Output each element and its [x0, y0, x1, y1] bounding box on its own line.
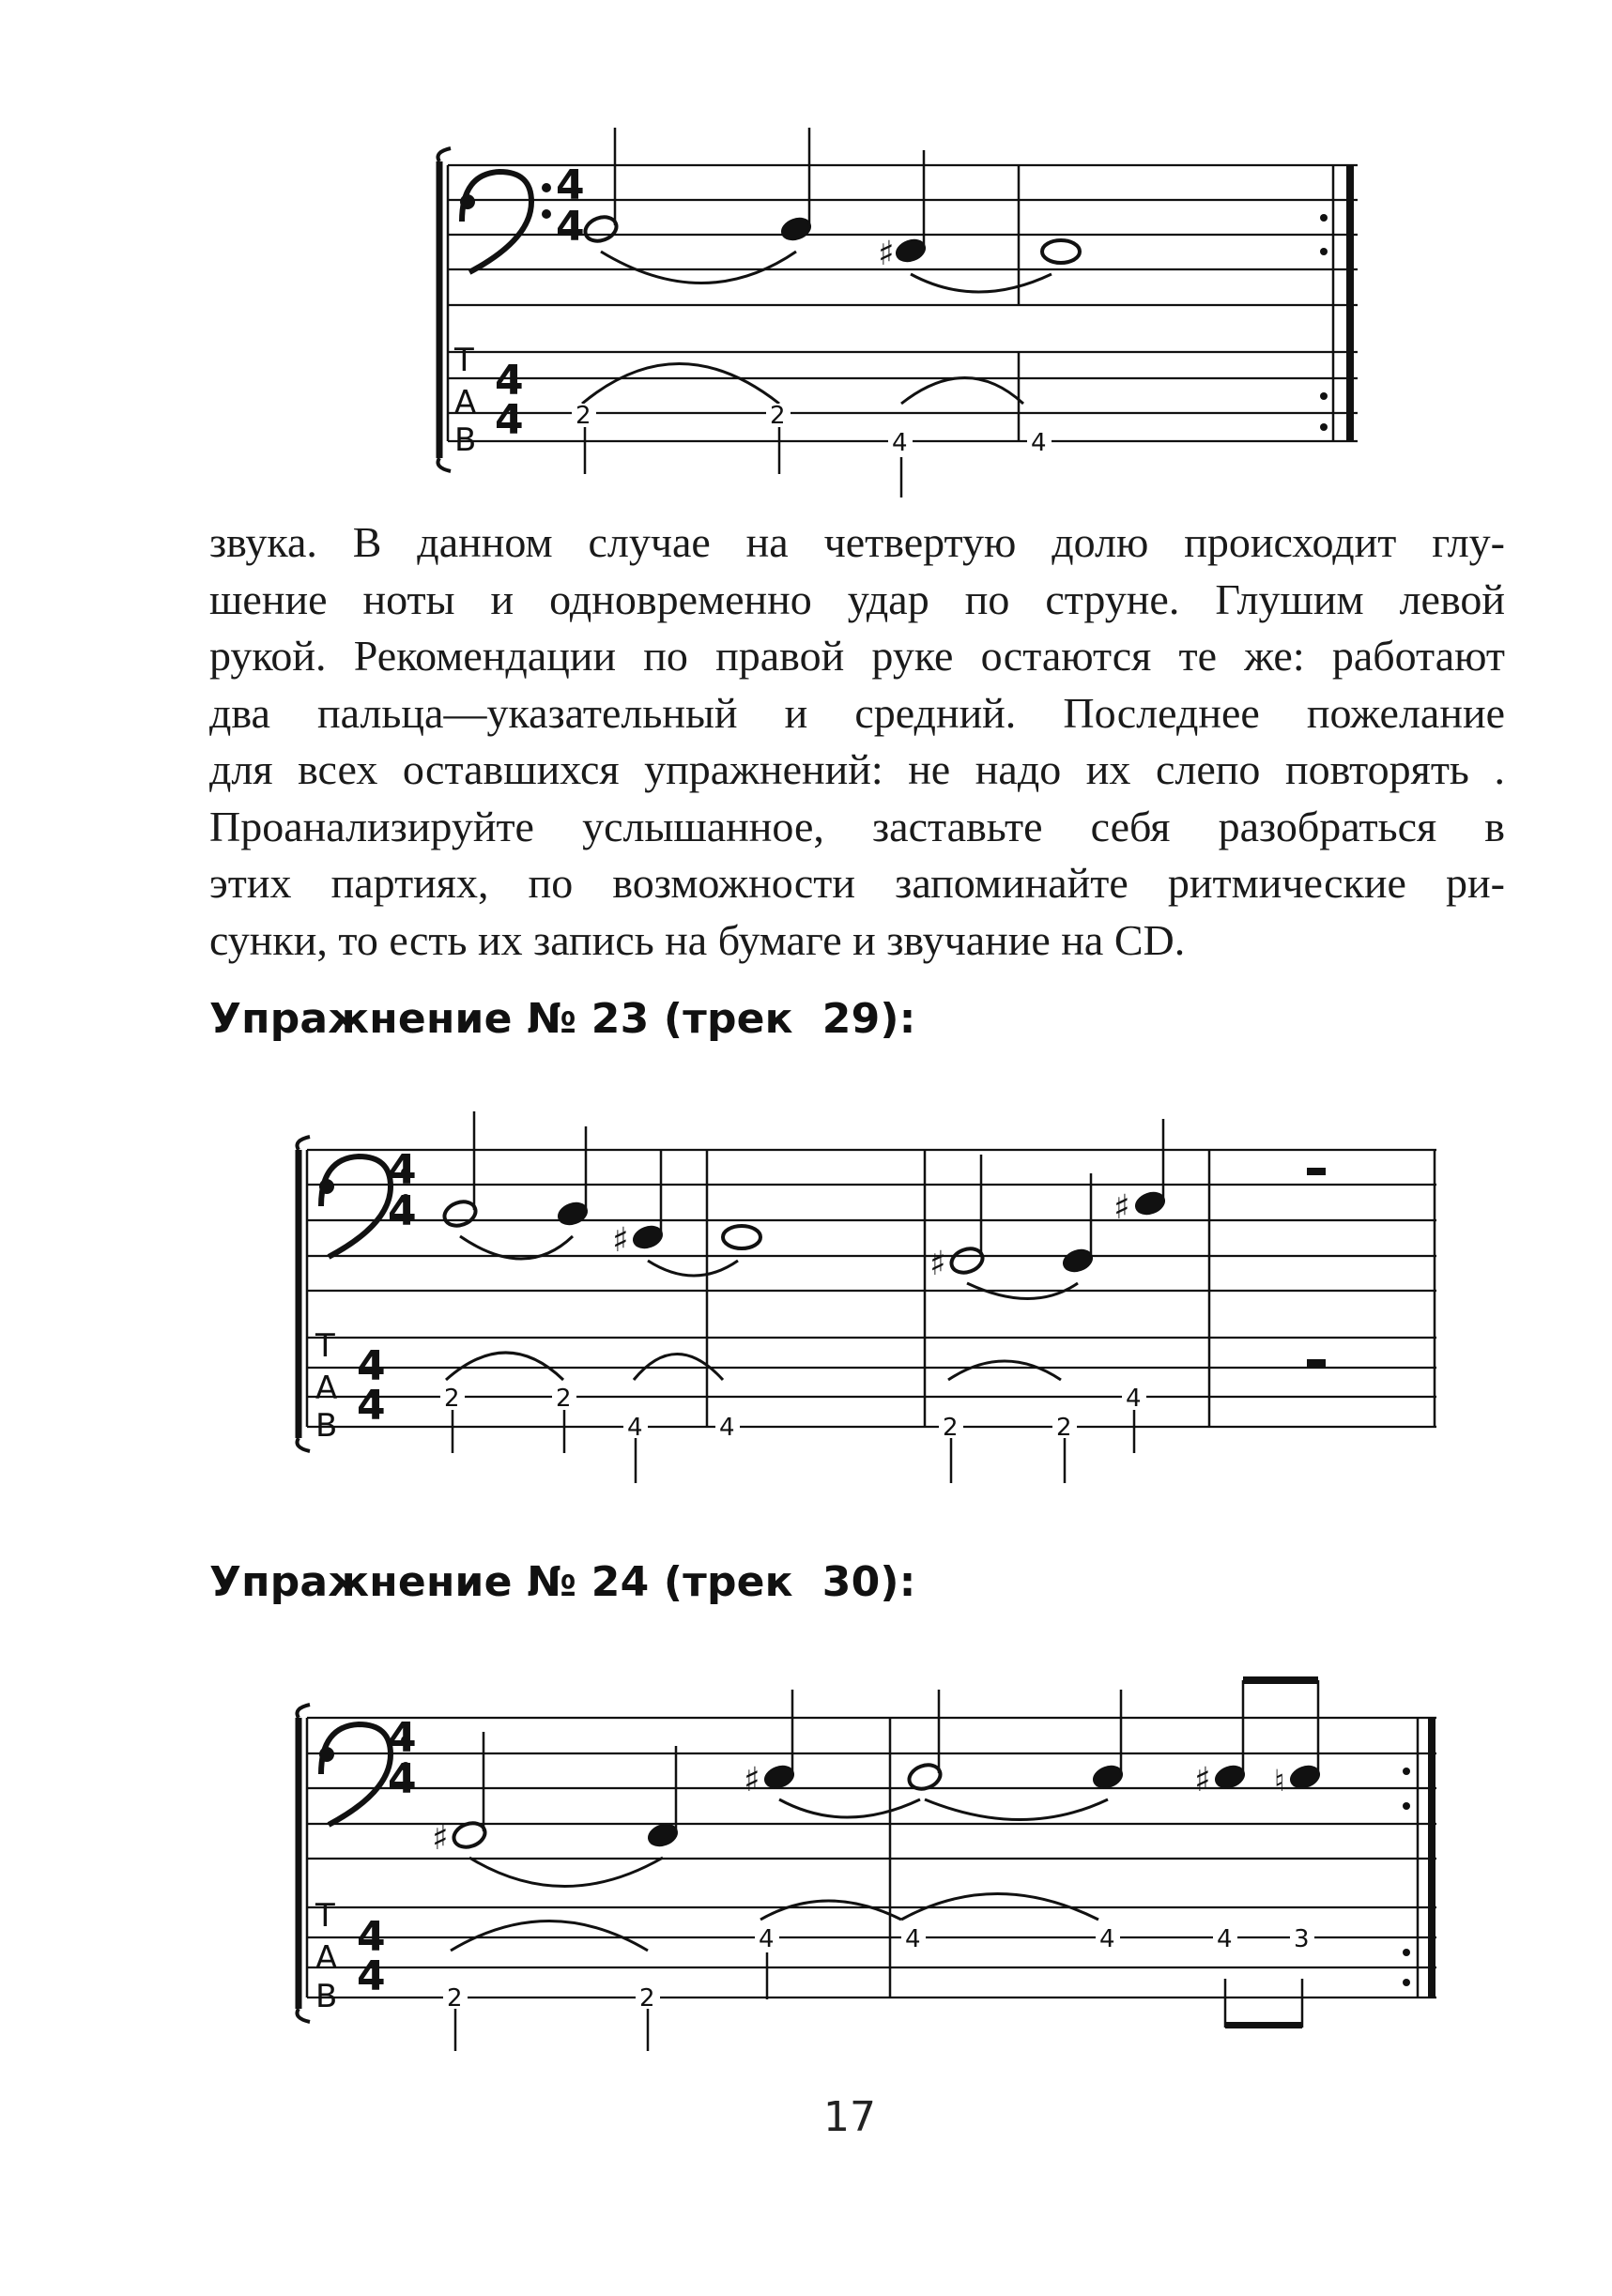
svg-text:T: T — [315, 1897, 335, 1935]
svg-text:4: 4 — [357, 1913, 386, 1961]
svg-text:2: 2 — [576, 402, 591, 430]
page-number: 17 — [823, 2093, 876, 2141]
svg-text:A: A — [315, 1370, 338, 1407]
svg-text:2: 2 — [447, 1984, 463, 2013]
svg-text:4: 4 — [388, 1714, 417, 1762]
tab-lines — [307, 1907, 1436, 1998]
time-signature — [357, 1714, 417, 2000]
svg-text:3: 3 — [1294, 1925, 1310, 1953]
exercise-24-heading: Упражнение № 24 (трек 30): — [209, 1558, 916, 1606]
tab-letters — [315, 1897, 337, 2015]
staff-lines — [307, 1718, 1436, 1859]
svg-text:2: 2 — [556, 1385, 572, 1413]
svg-text:2: 2 — [444, 1385, 460, 1413]
svg-text:4: 4 — [1217, 1925, 1233, 1953]
paragraph-line: рукой. Рекомендации по правой руке остаются те же: работают — [209, 632, 1505, 680]
time-signature-bottom: 4 — [556, 203, 585, 251]
sharp-icon: ♯ — [1113, 1188, 1130, 1227]
svg-text:4: 4 — [357, 1952, 386, 2000]
beam — [1243, 1676, 1318, 1684]
svg-text:2: 2 — [1056, 1414, 1072, 1442]
svg-text:4: 4 — [1126, 1385, 1142, 1413]
svg-text:B: B — [315, 1407, 338, 1445]
svg-text:4: 4 — [357, 1342, 386, 1390]
svg-text:4: 4 — [905, 1925, 921, 1953]
paragraph-line: этих партиях, по возможности запоминайте ритмические ри- — [209, 859, 1505, 907]
svg-text:4: 4 — [1099, 1925, 1115, 1953]
svg-text:4: 4 — [388, 1146, 417, 1194]
paragraph-line: шение ноты и одновременно удар по струне. Глушим левой — [209, 574, 1505, 623]
svg-text:2: 2 — [770, 402, 786, 430]
paragraph-line: Проанализируйте услышанное, заставьте себя разобраться в — [209, 802, 1505, 850]
paragraph-line: сунки, то есть их запись на бумаге и звучание на CD. — [209, 915, 1186, 964]
svg-text:T: T — [454, 342, 474, 379]
svg-text:A: A — [315, 1939, 338, 1977]
sharp-icon: ♯ — [1194, 1761, 1211, 1799]
svg-text:4: 4 — [892, 429, 908, 457]
svg-text:2: 2 — [639, 1984, 655, 2013]
paragraph-line: для всех оставшихся упражнений: не надо их слепо повторять . — [209, 745, 1505, 793]
sharp-icon: ♯ — [929, 1245, 946, 1283]
paragraph-line: два пальца—указательный и средний. Последнее пожелание — [209, 688, 1505, 737]
exercise-23-heading: Упражнение № 23 (трек 29): — [209, 995, 916, 1043]
svg-text:B: B — [454, 421, 477, 459]
svg-text:4: 4 — [627, 1414, 643, 1442]
paragraph-line: звука. В данном случае на четвертую долю происходит глу- — [209, 518, 1505, 566]
repeat-dots — [1403, 1768, 1410, 1986]
svg-text:4: 4 — [388, 1755, 417, 1803]
svg-text:4: 4 — [357, 1382, 386, 1430]
svg-text:4: 4 — [388, 1187, 417, 1235]
svg-text:2: 2 — [943, 1414, 959, 1442]
tab-time-bottom: 4 — [495, 396, 524, 444]
sharp-icon: ♯ — [744, 1761, 760, 1799]
svg-text:A: A — [454, 384, 477, 421]
svg-text:4: 4 — [719, 1414, 735, 1442]
time-signature-top: 4 — [556, 161, 585, 209]
tab-time-top: 4 — [495, 357, 524, 405]
sharp-icon: ♯ — [432, 1819, 449, 1858]
svg-text:B: B — [315, 1978, 338, 2015]
sharp-icon: ♯ — [612, 1221, 629, 1260]
svg-text:4: 4 — [759, 1925, 775, 1953]
natural-icon: ♮ — [1274, 1763, 1285, 1799]
svg-text:4: 4 — [1031, 429, 1047, 457]
svg-text:T: T — [315, 1327, 335, 1365]
sharp-icon: ♯ — [878, 235, 895, 273]
